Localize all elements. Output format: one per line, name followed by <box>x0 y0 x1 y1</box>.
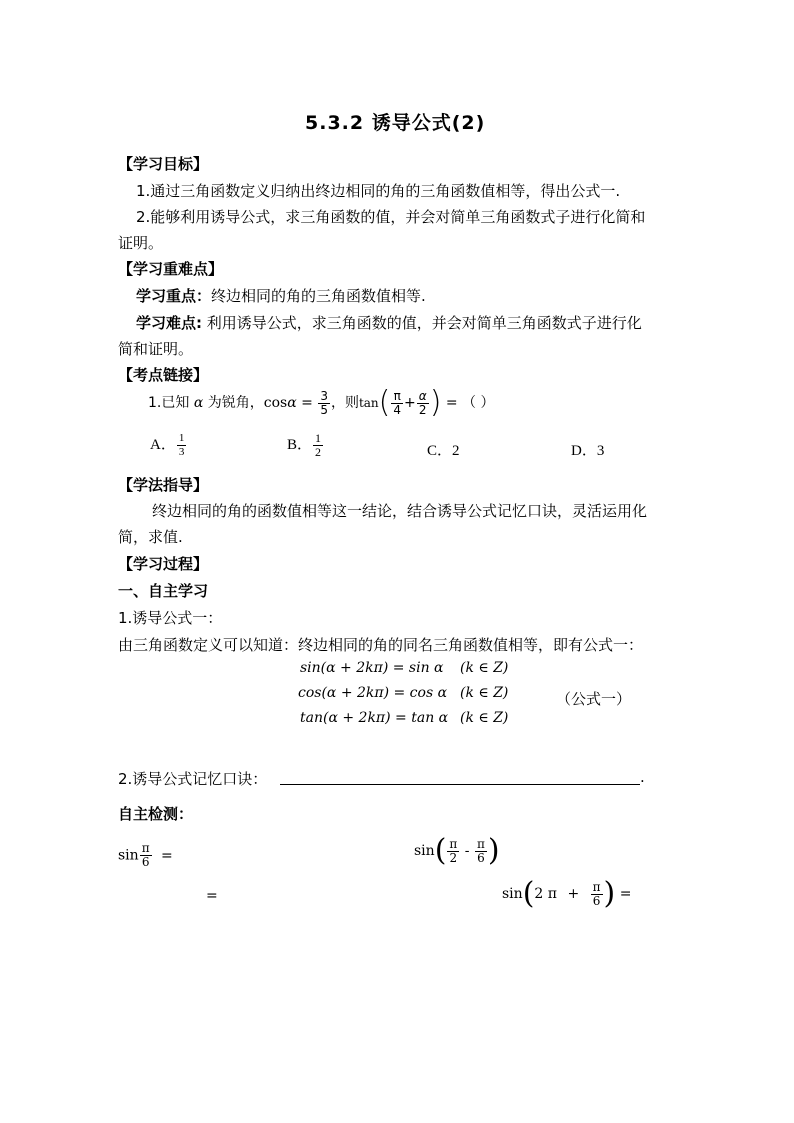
link-header: 【考点链接】 <box>118 366 209 384</box>
item-1: 1.诱导公式一： <box>118 609 223 627</box>
diff-label: 学习难点: <box>136 314 202 332</box>
goal-2a: 2.能够利用诱导公式，求三角函数的值，并会对简单三角函数式子进行化简和 <box>136 208 646 226</box>
formula-tan-cond: (k ∈ Z) <box>460 710 509 726</box>
formula-sin-cond: (k ∈ Z) <box>460 660 509 676</box>
option-d: D．3 <box>571 443 605 459</box>
q-then: ，则 <box>330 395 359 411</box>
key-label: 学习重点： <box>136 287 212 305</box>
key-text: 终边相同的角的三角函数值相等. <box>211 287 426 305</box>
check-3: sin(2 π + $\frac{\pi}{6}$ ) = <box>502 876 632 911</box>
method-header: 【学法指导】 <box>118 476 209 494</box>
goals-header: 【学习目标】 <box>118 155 209 173</box>
check-1: sin $\frac{\pi}{6}$ = <box>118 841 173 869</box>
q-frac: $\frac{3}{5}$ <box>320 388 328 417</box>
goal-1: 1.通过三角函数定义归纳出终边相同的角的三角函数值相等，得出公式一. <box>136 182 621 200</box>
option-c: C．2 <box>427 443 460 459</box>
q-mid: 为锐角， <box>203 395 264 411</box>
check-2-eq: = <box>206 888 218 904</box>
q-tail: = （ ） <box>441 395 495 411</box>
q-frac-pi4: $\frac{\pi}{4}$ <box>393 388 402 417</box>
key-header: 【学习重难点】 <box>118 260 224 278</box>
self-check-header: 自主检测： <box>118 805 194 823</box>
page-title: 5.3.2 诱导公式(2) <box>305 112 486 134</box>
q-tan: tan <box>358 396 379 410</box>
q-alpha: α <box>193 395 204 411</box>
formula-tan-lhs: tan(α + 2kπ) = tan α <box>300 710 449 726</box>
q-alpha-2: α <box>287 395 297 411</box>
item-2-end: . <box>640 768 645 786</box>
q-prefix: 1.已知 <box>148 395 194 411</box>
check-2: sin( $\frac{\pi}{2}$ - $\frac{\pi}{6}$ ) <box>414 833 500 868</box>
item-2: 2.诱导公式记忆口诀： <box>118 770 268 788</box>
option-a: A． $\frac{1}{3}$ <box>150 432 185 458</box>
goal-2b: 证明。 <box>118 234 164 252</box>
q-eq: = <box>296 395 318 411</box>
item-1-desc: 由三角函数定义可以知道：终边相同的角的同名三角函数值相等，即有公式一： <box>118 636 644 654</box>
q-plus: + <box>404 395 416 411</box>
q-frac-a2: $\frac{\alpha}{2}$ <box>418 388 427 417</box>
diff-text-b: 简和证明。 <box>118 340 194 358</box>
mnemonic-blank[interactable] <box>280 784 640 785</box>
part1-header: 一、自主学习 <box>118 582 209 600</box>
formula-cos <box>298 685 509 701</box>
formula-tan <box>300 710 509 726</box>
diff-text-a: 利用诱导公式，求三角函数的值，并会对简单三角函数式子进行化 <box>202 314 642 332</box>
difficulty-point <box>136 312 642 333</box>
question-1: 1.已知 α 为锐角，cosα = $\frac{3}{5}$ ，则tan( $\frac{\pi}{4}$ + $\frac{\alpha}{2}$ ) = （ ） <box>148 385 495 420</box>
formula-sin <box>300 660 509 676</box>
method-text-b: 简，求值. <box>118 528 183 546</box>
formula-cos-lhs: cos(α + 2kπ) = cos α <box>298 685 448 701</box>
option-b: B． $\frac{1}{2}$ <box>287 431 322 459</box>
method-text-a: 终边相同的角的函数值相等这一结论，结合诱导公式记忆口诀，灵活运用化 <box>152 502 648 520</box>
formula-sin-lhs: sin(α + 2kπ) = sin α <box>300 660 444 676</box>
key-point <box>136 285 426 306</box>
formula-label: （公式一） <box>556 690 632 708</box>
process-header: 【学习过程】 <box>118 555 209 573</box>
q-cos: cos <box>263 395 288 411</box>
formula-cos-cond: (k ∈ Z) <box>460 685 509 701</box>
